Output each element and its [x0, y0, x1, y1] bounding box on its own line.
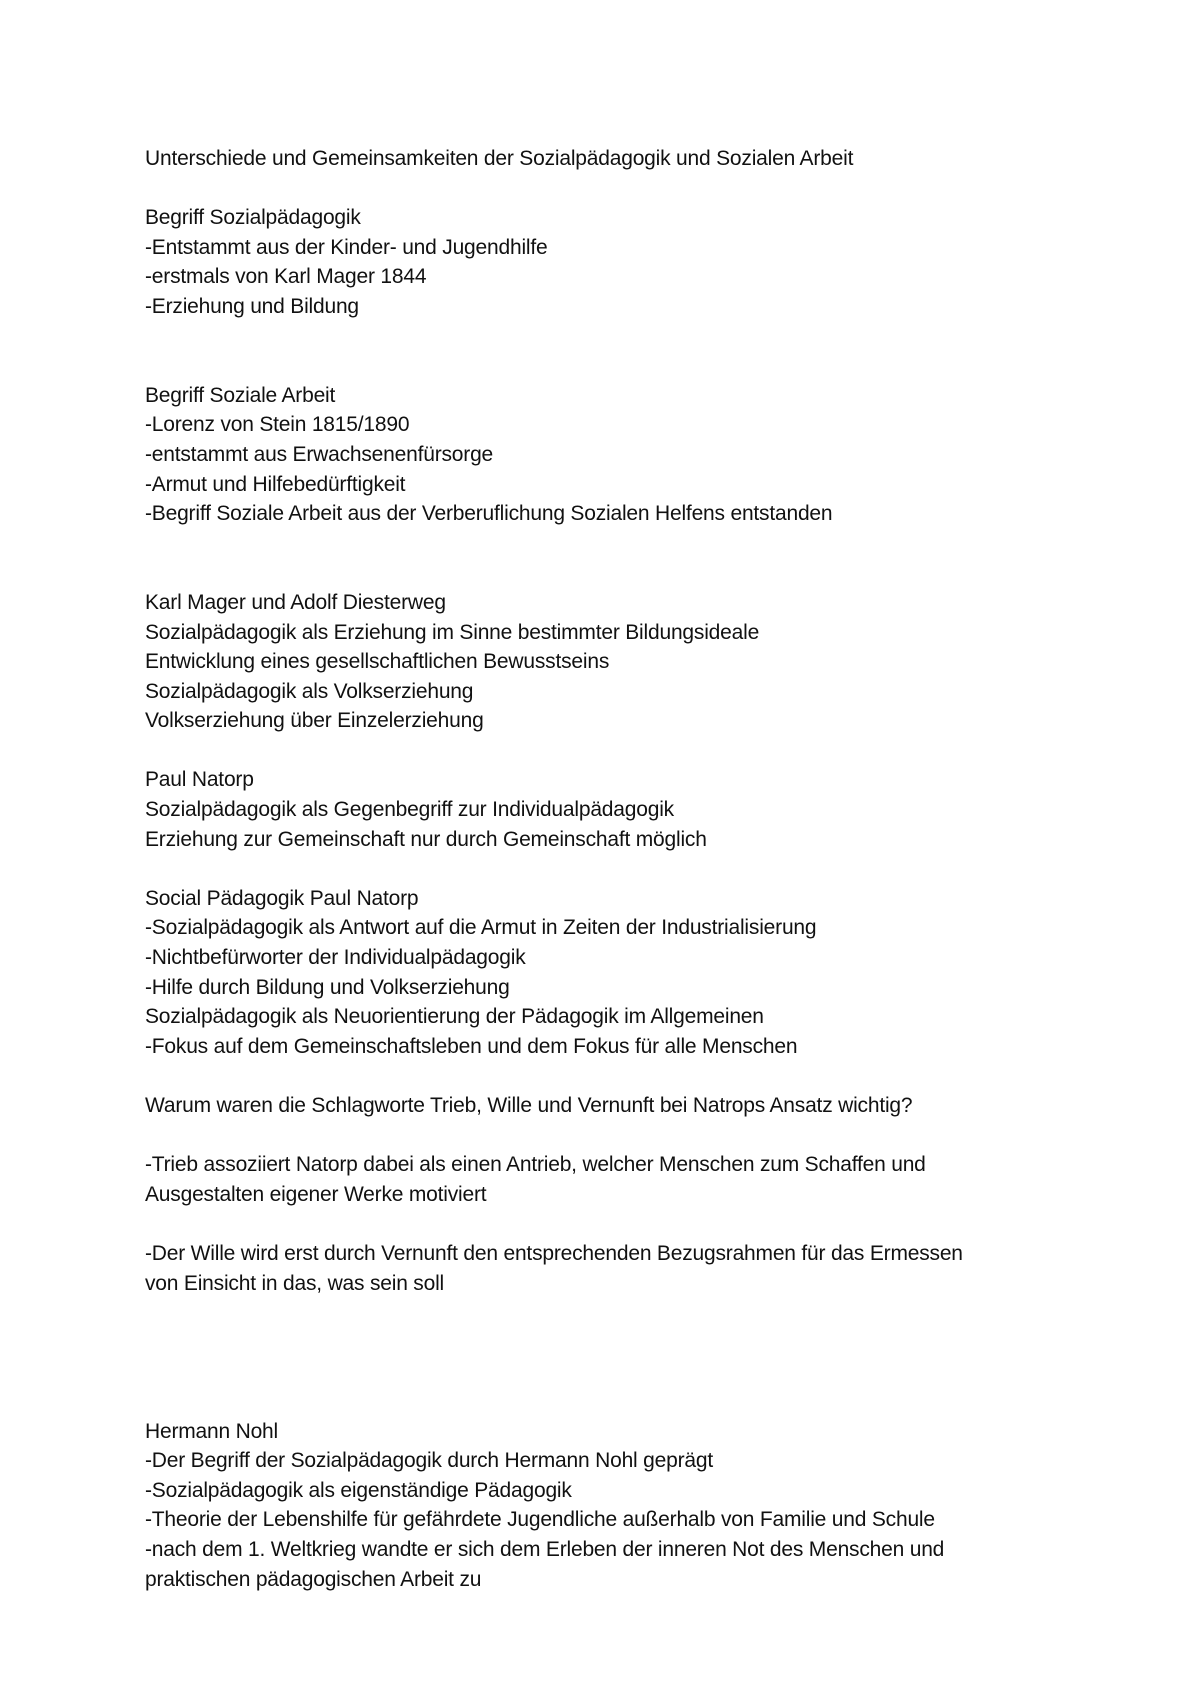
section-line: Sozialpädagogik als Volkserziehung	[145, 679, 474, 703]
section-line: -Fokus auf dem Gemeinschaftsleben und dem Fokus für alle Menschen	[145, 1034, 798, 1058]
spacer	[145, 736, 1145, 766]
spacer	[145, 322, 1145, 381]
section-line: -Entstammt aus der Kinder- und Jugendhilfe	[145, 235, 548, 259]
section-line: -Armut und Hilfebedürftigkeit	[145, 472, 406, 496]
section-line: -Der Begriff der Sozialpädagogik durch Hermann Nohl geprägt	[145, 1449, 713, 1473]
section-line: Erziehung zur Gemeinschaft nur durch Gemeinschaft möglich	[145, 827, 707, 851]
paragraph-line: -Trieb assoziiert Natorp dabei als einen Antrieb, welcher Menschen zum Schaffen und	[145, 1153, 926, 1177]
section-line: -Sozialpädagogik als Antwort auf die Armut in Zeiten der Industrialisierung	[145, 916, 817, 940]
spacer	[145, 529, 1145, 588]
section-line: Sozialpädagogik als Erziehung im Sinne bestimmter Bildungsideale	[145, 620, 760, 644]
document-title: Unterschiede und Gemeinsamkeiten der Sozialpädagogik und Sozialen Arbeit	[145, 147, 854, 170]
section-line: Sozialpädagogik als Neuorientierung der Pädagogik im Allgemeinen	[145, 1005, 764, 1029]
spacer	[145, 854, 1145, 884]
section-heading: Hermann Nohl	[145, 1419, 278, 1443]
section-heading: Social Pädagogik Paul Natorp	[145, 886, 419, 910]
section-line: -Begriff Soziale Arbeit aus der Verberuflichung Sozialen Helfens entstanden	[145, 502, 833, 526]
section-line: -nach dem 1. Weltkrieg wandte er sich dem Erleben der inneren Not des Menschen und	[145, 1537, 945, 1561]
section-line: -entstammt aus Erwachsenenfürsorge	[145, 442, 494, 466]
section-line: -Sozialpädagogik als eigenständige Pädagogik	[145, 1478, 572, 1502]
paragraph-line: -Der Wille wird erst durch Vernunft den entsprechenden Bezugsrahmen für das Ermessen	[145, 1241, 963, 1265]
section-line: -Hilfe durch Bildung und Volkserziehung	[145, 975, 510, 999]
document-body	[145, 144, 1145, 1594]
section-line: praktischen pädagogischen Arbeit zu	[145, 1567, 482, 1591]
section-heading: Paul Natorp	[145, 768, 254, 792]
section-line: Volkserziehung über Einzelerziehung	[145, 709, 484, 733]
paragraph-line: von Einsicht in das, was sein soll	[145, 1271, 445, 1295]
spacer	[145, 1209, 1145, 1239]
paragraph-line: Ausgestalten eigener Werke motiviert	[145, 1182, 487, 1206]
section-line: -Erziehung und Bildung	[145, 294, 359, 318]
spacer	[145, 174, 1145, 204]
section-heading: Karl Mager und Adolf Diesterweg	[145, 590, 446, 614]
spacer	[145, 1121, 1145, 1151]
section-heading: Begriff Sozialpädagogik	[145, 206, 361, 230]
section-line: -Theorie der Lebenshilfe für gefährdete Jugendliche außerhalb von Familie und Schule	[145, 1508, 935, 1532]
spacer	[145, 1061, 1145, 1091]
section-line: -Nichtbefürworter der Individualpädagogik	[145, 946, 526, 970]
question-line: Warum waren die Schlagworte Trieb, Wille und Vernunft bei Natrops Ansatz wichtig?	[145, 1094, 913, 1117]
section-line: Entwicklung eines gesellschaftlichen Bewusstseins	[145, 650, 610, 674]
section-line: Sozialpädagogik als Gegenbegriff zur Individualpädagogik	[145, 798, 674, 822]
section-line: -erstmals von Karl Mager 1844	[145, 265, 427, 289]
spacer	[145, 1298, 1145, 1416]
section-heading: Begriff Soziale Arbeit	[145, 383, 336, 407]
section-line: -Lorenz von Stein 1815/1890	[145, 413, 410, 437]
